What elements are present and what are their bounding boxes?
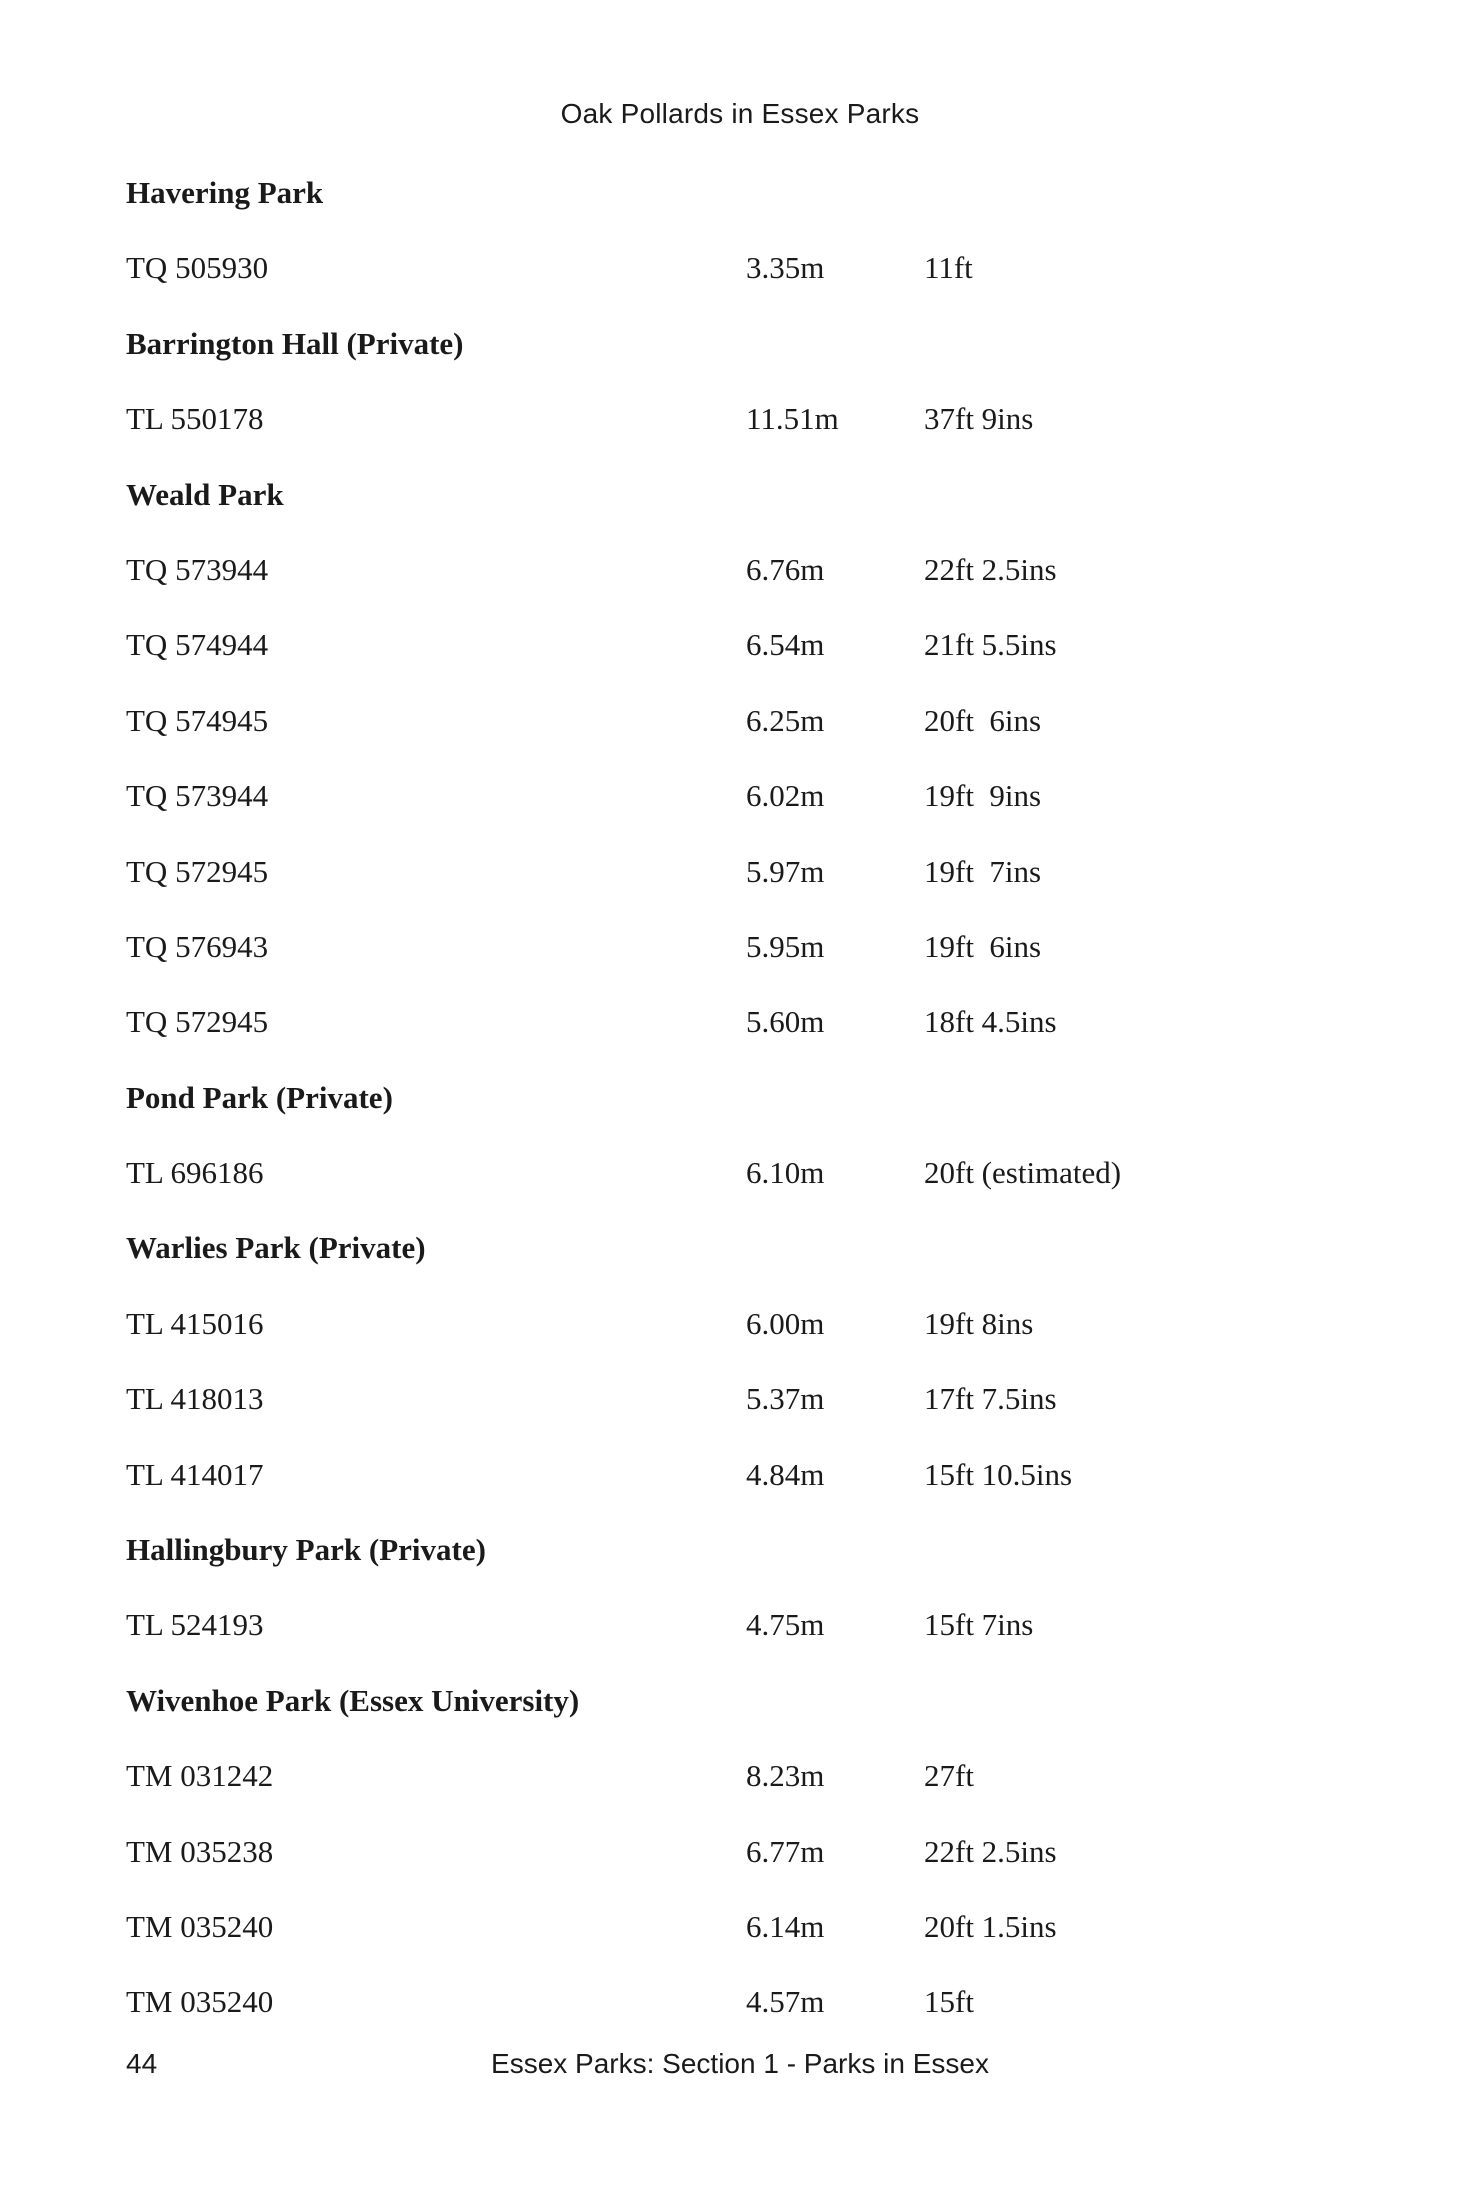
girth-metric: 6.00m — [746, 1305, 825, 1341]
section-heading: Havering Park — [126, 175, 324, 210]
pollard-row — [126, 1600, 1376, 1675]
grid-reference: TM 035240 — [126, 1908, 274, 1944]
pollard-row — [126, 1751, 1376, 1826]
pollard-row — [126, 1148, 1376, 1223]
girth-metric: 3.35m — [746, 250, 825, 286]
girth-imperial: 22ft 2.5ins — [924, 1833, 1057, 1869]
girth-imperial: 15ft 7ins — [924, 1607, 1034, 1643]
girth-metric: 4.57m — [746, 1984, 825, 2020]
girth-metric: 6.25m — [746, 702, 825, 738]
pollard-row — [126, 696, 1376, 771]
girth-metric: 6.54m — [746, 627, 825, 663]
grid-reference: TL 418013 — [126, 1381, 264, 1417]
girth-imperial: 21ft 5.5ins — [924, 627, 1057, 663]
girth-imperial: 22ft 2.5ins — [924, 551, 1057, 587]
girth-imperial: 18ft 4.5ins — [924, 1004, 1057, 1040]
grid-reference: TQ 576943 — [126, 928, 269, 964]
pollard-row — [126, 922, 1376, 997]
grid-reference: TQ 573944 — [126, 551, 269, 587]
grid-reference: TQ 572945 — [126, 1004, 269, 1040]
girth-imperial: 19ft 7ins — [924, 853, 1042, 889]
girth-metric: 6.10m — [746, 1155, 825, 1191]
girth-imperial: 20ft 6ins — [924, 702, 1042, 738]
section-heading: Hallingbury Park (Private) — [126, 1532, 486, 1568]
girth-imperial: 19ft 9ins — [924, 778, 1042, 814]
girth-imperial: 37ft 9ins — [924, 401, 1034, 437]
pollard-row — [126, 243, 1376, 318]
grid-reference: TQ 505930 — [126, 250, 269, 286]
grid-reference: TM 031242 — [126, 1758, 274, 1794]
pollard-row — [126, 1450, 1376, 1525]
section-heading: Warlies Park (Private) — [126, 1230, 426, 1266]
section-heading: Weald Park — [126, 476, 284, 512]
girth-metric: 6.14m — [746, 1908, 825, 1944]
girth-imperial: 17ft 7.5ins — [924, 1381, 1057, 1417]
grid-reference: TL 415016 — [126, 1305, 264, 1341]
girth-imperial: 15ft 10.5ins — [924, 1456, 1073, 1492]
grid-reference: TL 696186 — [126, 1155, 264, 1191]
pollard-row — [126, 997, 1376, 1072]
girth-metric: 8.23m — [746, 1758, 825, 1794]
grid-reference: TQ 573944 — [126, 778, 269, 814]
pollard-row — [126, 771, 1376, 846]
pollard-row — [126, 1902, 1376, 1977]
girth-metric: 5.37m — [746, 1381, 825, 1417]
girth-imperial: 11ft — [924, 250, 973, 286]
grid-reference: TQ 572945 — [126, 853, 269, 889]
girth-metric: 6.77m — [746, 1833, 825, 1869]
pollard-list — [126, 168, 1376, 2053]
footer-title: Essex Parks: Section 1 - Parks in Essex — [491, 2048, 989, 2079]
grid-reference: TQ 574945 — [126, 702, 269, 738]
pollard-row — [126, 1977, 1376, 2052]
grid-reference: TQ 574944 — [126, 627, 269, 663]
grid-reference: TL 524193 — [126, 1607, 264, 1643]
pollard-row — [126, 545, 1376, 620]
girth-metric: 5.95m — [746, 928, 825, 964]
section-heading: Pond Park (Private) — [126, 1079, 393, 1115]
grid-reference: TM 035240 — [126, 1984, 274, 2020]
page-number: 44 — [126, 2048, 158, 2079]
pollard-row — [126, 847, 1376, 922]
girth-metric: 4.84m — [746, 1456, 825, 1492]
girth-metric: 5.60m — [746, 1004, 825, 1040]
pollard-row — [126, 1827, 1376, 1902]
girth-metric: 6.02m — [746, 778, 825, 814]
grid-reference: TL 414017 — [126, 1456, 264, 1492]
girth-imperial: 15ft — [924, 1984, 974, 2020]
pollard-row — [126, 394, 1376, 469]
running-header: Oak Pollards in Essex Parks — [560, 98, 920, 129]
girth-imperial: 20ft (estimated) — [924, 1155, 1122, 1191]
girth-imperial: 19ft 6ins — [924, 928, 1042, 964]
girth-imperial: 19ft 8ins — [924, 1305, 1034, 1341]
girth-metric: 11.51m — [746, 401, 839, 437]
pollard-row — [126, 1299, 1376, 1374]
pollard-row — [126, 1374, 1376, 1449]
girth-imperial: 27ft — [924, 1758, 974, 1794]
girth-metric: 4.75m — [746, 1607, 825, 1643]
pollard-row — [126, 620, 1376, 695]
grid-reference: TL 550178 — [126, 401, 264, 437]
girth-metric: 6.76m — [746, 551, 825, 587]
section-heading: Barrington Hall (Private) — [126, 325, 464, 361]
girth-metric: 5.97m — [746, 853, 825, 889]
section-heading: Wivenhoe Park (Essex University) — [126, 1682, 580, 1718]
girth-imperial: 20ft 1.5ins — [924, 1908, 1057, 1944]
grid-reference: TM 035238 — [126, 1833, 274, 1869]
